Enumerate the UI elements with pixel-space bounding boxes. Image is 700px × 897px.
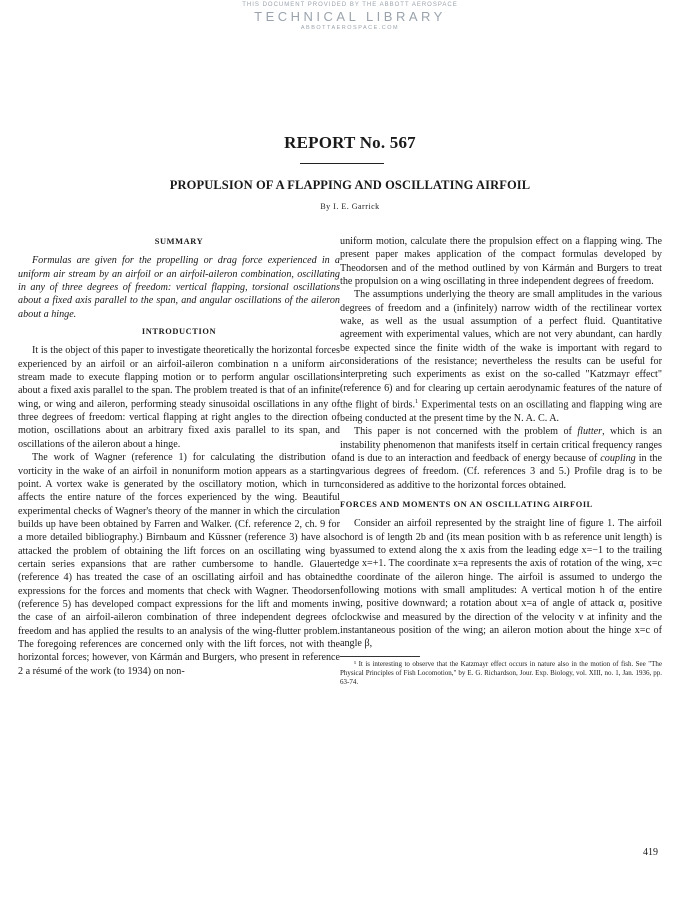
forces-heading: FORCES AND MOMENTS ON AN OSCILLATING AIRFOIL [340, 499, 593, 509]
title-rule [300, 163, 384, 164]
intro-paragraph-1: It is the object of this paper to investigate theoretically the horizontal forces experienced by an airfoil or an airfoil-aileron combination n a uniform air stream made to execute flapping motion or to perform angular oscillations about a fixed axis parallel to the span. The problem treated is that of an infinite wing, or wing and aileron, performing steady sinusoidal oscillations in any of three degrees of freedom: vertical flapping at right angles to the direction of motion, oscillations about an arbitrary fixed axis parallel to its span, and oscillations of the aileron about a hinge. [18, 345, 340, 450]
paragraph-3-part-a: This paper is not concerned with the problem of [354, 426, 578, 438]
term-flutter: flutter [577, 426, 603, 438]
footnote-marker: 1 [414, 398, 419, 406]
paragraph-2-tail: Experimental tests on an oscillating and flapping wing are being conducted at the present time by the N. A. C. A. [340, 399, 662, 424]
watermark-url: ABBOTTAEROSPACE.COM [300, 25, 400, 31]
intro-paragraph-2: The work of Wagner (reference 1) for calculating the distribution of vorticity in the wake of an airfoil in nonuniform motion appears as a starting point. A vortex wake is generated by the oscillatory motion, which in turn affects the entire nature of the forces experienced by the wing. Beautiful experimental checks of Wagner's theory of the manner in which the circulation builds up have been obtained by Farren and Walker. (Cf. reference 2, ch. 9 for a more detailed bibliography.) Birnbaum and Küssner (reference 3) have also attacked the problem of obtaining the lift forces on an oscillating wing by certain series expansions that are rather cumbersome to handle. Glauert (reference 4) has treated the case of an oscillating airfoil and has obtained expressions for the forces and moments that check with Wagner. Theodorsen (reference 5) has developed compact expressions for the lift and moments in the case of an airfoil-aileron combination of three independent degrees of freedom and has applied the results to an analysis of the wing-flutter problem. The foregoing references are concerned only with the lift forces, not with the horizontal forces; however, von Kármán and Burgers, who present in reference 2 a résumé of the work (to 1934) on non- [18, 452, 340, 677]
summary-heading: SUMMARY [154, 237, 204, 246]
watermark-provider-text: THIS DOCUMENT PROVIDED BY THE ABBOTT AEROSPACE [242, 2, 458, 8]
term-coupling: coupling [600, 452, 636, 464]
watermark-logo: TECHNICAL LIBRARY [254, 9, 446, 24]
report-number: REPORT No. 567 [284, 133, 416, 152]
right-paragraph-2 [340, 288, 662, 425]
introduction-heading: INTRODUCTION [141, 327, 217, 337]
footnote: ¹ It is interesting to observe that the Katzmayr effect occurs in nature also in the motion of fish. See "The Physical Principles of Fish Locomotion," by E. G. Richardson, Jour. Exp. Biology, vol. XIII, no. 1, Jan. 1936, pp. 63-74. [340, 659, 662, 686]
right-paragraph-4: Consider an airfoil represented by the straight line of figure 1. The airfoil chord is of length 2b and (its mean position with b as reference unit length) is assumed to extend along the x axis from the leading edge x=−1 to the trailing edge x=+1. The coordinate x=a represents the axis of rotation of the wing, x=c the coordinate of the aileron hinge. The airfoil is assumed to undergo the following motions with small amplitudes: A vertical motion h of the entire wing, positive downward; a rotation about x=a of angle of attack α, positive clockwise and measured by the direction of the velocity v at infinity and the instantaneous position of the wing; an aileron motion about the hinge x=c of angle β, [340, 518, 662, 650]
paper-title: PROPULSION OF A FLAPPING AND OSCILLATING AIRFOIL [169, 178, 531, 192]
right-paragraph-3 [340, 425, 662, 492]
left-column [18, 235, 340, 678]
paragraph-3-part-b: , which is an instability phenomenon that manifests itself in certain critical frequency ranges and is due to an interaction and feedback of energy because of [340, 426, 662, 464]
summary-paragraph: Formulas are given for the propelling or drag force experienced in a uniform air stream by an airfoil or an airfoil-aileron combination, oscillating in any of three degrees of freedom: vertical flapping, torsional oscillations about a fixed axis parallel to the span, and angular oscillations of the aileron about a hinge. [18, 255, 340, 320]
footnote-rule [340, 656, 420, 657]
right-column [340, 235, 662, 687]
author-byline: By I. E. Garrick [320, 202, 380, 211]
paragraph-2-text: The assumptions underlying the theory are small amplitudes in the various degrees of freedom and a (infinitely) narrow width of the rectilinear vortex wake, as well as the usual assumption of a perfect fluid. Quantitative agreement with experimental values, which are not very abundant, can hardly be expected since the finite width of the wake is important with regard to considerations of the resistance; nevertheless the results can be useful for interpreting such experiments as exist on the so-called "Katzmayr effect" (reference 6) and for clearing up certain aerodynamic features of the nature of the flight of birds. [340, 289, 662, 411]
page-number: 419 [643, 847, 658, 858]
right-paragraph-1: uniform motion, calculate there the propulsion effect on a flapping wing. The present paper makes application of the compact formulas developed by Theodorsen and of the method outlined by von Kármán and Burgers to treat the propulsion on a wing oscillating in three independent degrees of freedom. [340, 236, 662, 288]
paragraph-3-part-c: in the various degrees of freedom. (Cf. references 3 and 5.) Profile drag is to be considered as additive to the horizontal forces obtained. [340, 452, 662, 491]
